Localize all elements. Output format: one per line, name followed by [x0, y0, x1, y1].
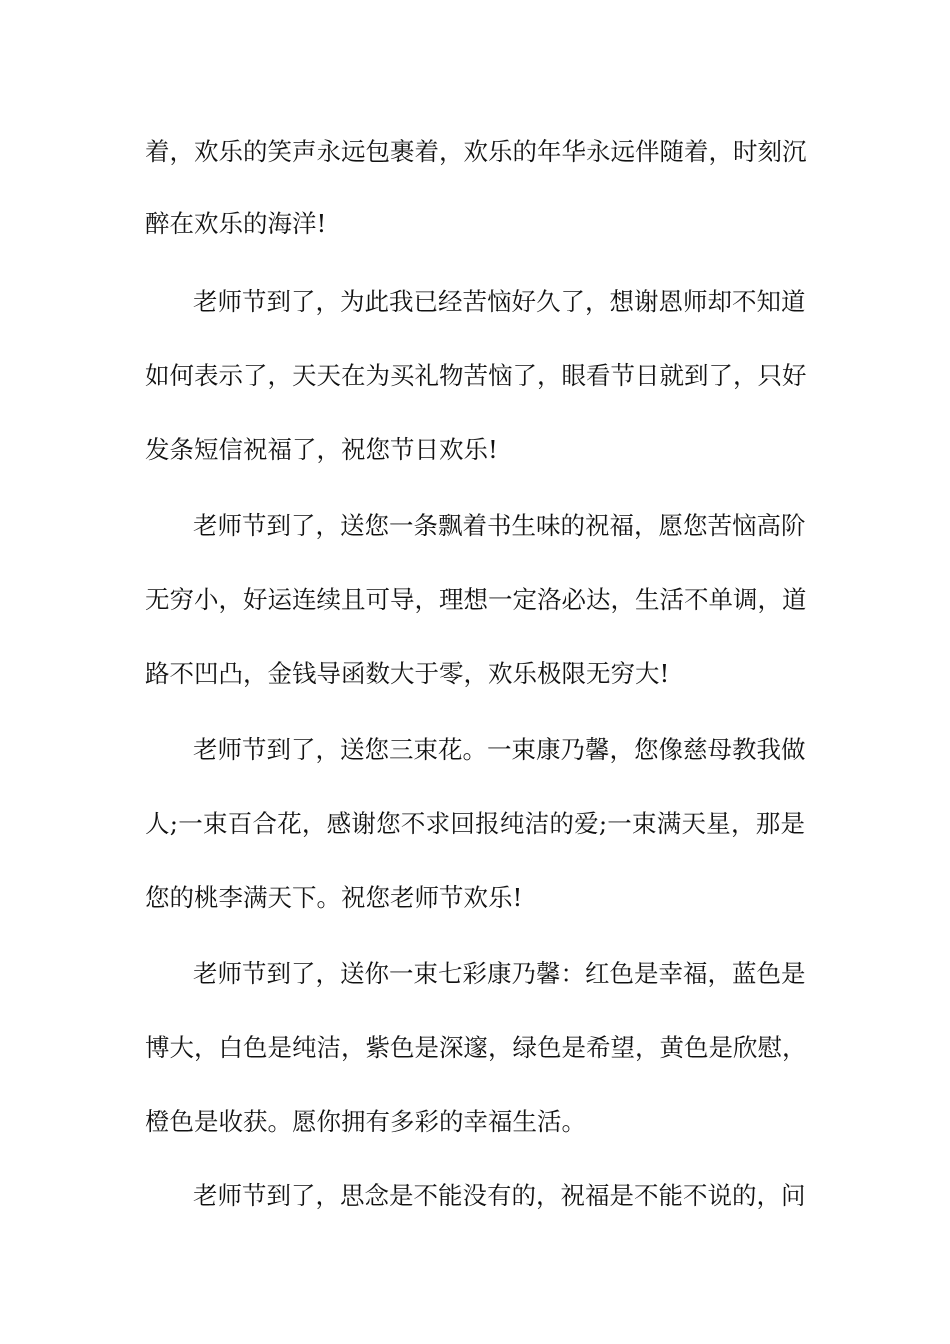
- text-line-11: 您的桃李满天下。祝您老师节欢乐!: [145, 883, 523, 912]
- text-line-6: 老师节到了，送您一条飘着书生味的祝福，愿您苦恼高阶: [193, 511, 806, 540]
- text-line-15: 老师节到了，思念是不能没有的，祝福是不能不说的，问: [193, 1181, 806, 1210]
- text-line-9: 老师节到了，送您三束花。一束康乃馨，您像慈母教我做: [193, 735, 806, 764]
- text-line-5: 发条短信祝福了，祝您节日欢乐!: [145, 435, 498, 464]
- text-line-10: 人;一束百合花，感谢您不求回报纯洁的爱;一束满天星，那是: [145, 809, 805, 838]
- text-line-7: 无穷小，好运连续且可导，理想一定洛必达，生活不单调，道: [145, 585, 807, 614]
- text-line-12: 老师节到了，送你一束七彩康乃馨：红色是幸福，蓝色是: [193, 959, 806, 988]
- text-line-13: 博大，白色是纯洁，紫色是深邃，绿色是希望，黄色是欣慰，: [145, 1033, 807, 1062]
- text-line-2: 醉在欢乐的海洋!: [145, 209, 327, 238]
- text-line-14: 橙色是收获。愿你拥有多彩的幸福生活。: [145, 1107, 586, 1136]
- text-line-3: 老师节到了，为此我已经苦恼好久了，想谢恩师却不知道: [193, 287, 806, 316]
- text-line-1: 着，欢乐的笑声永远包裹着，欢乐的年华永远伴随着，时刻沉: [145, 137, 807, 166]
- text-line-4: 如何表示了，天天在为买礼物苦恼了，眼看节日就到了，只好: [145, 361, 807, 390]
- text-line-8: 路不凹凸，金钱导函数大于零，欢乐极限无穷大!: [145, 659, 670, 688]
